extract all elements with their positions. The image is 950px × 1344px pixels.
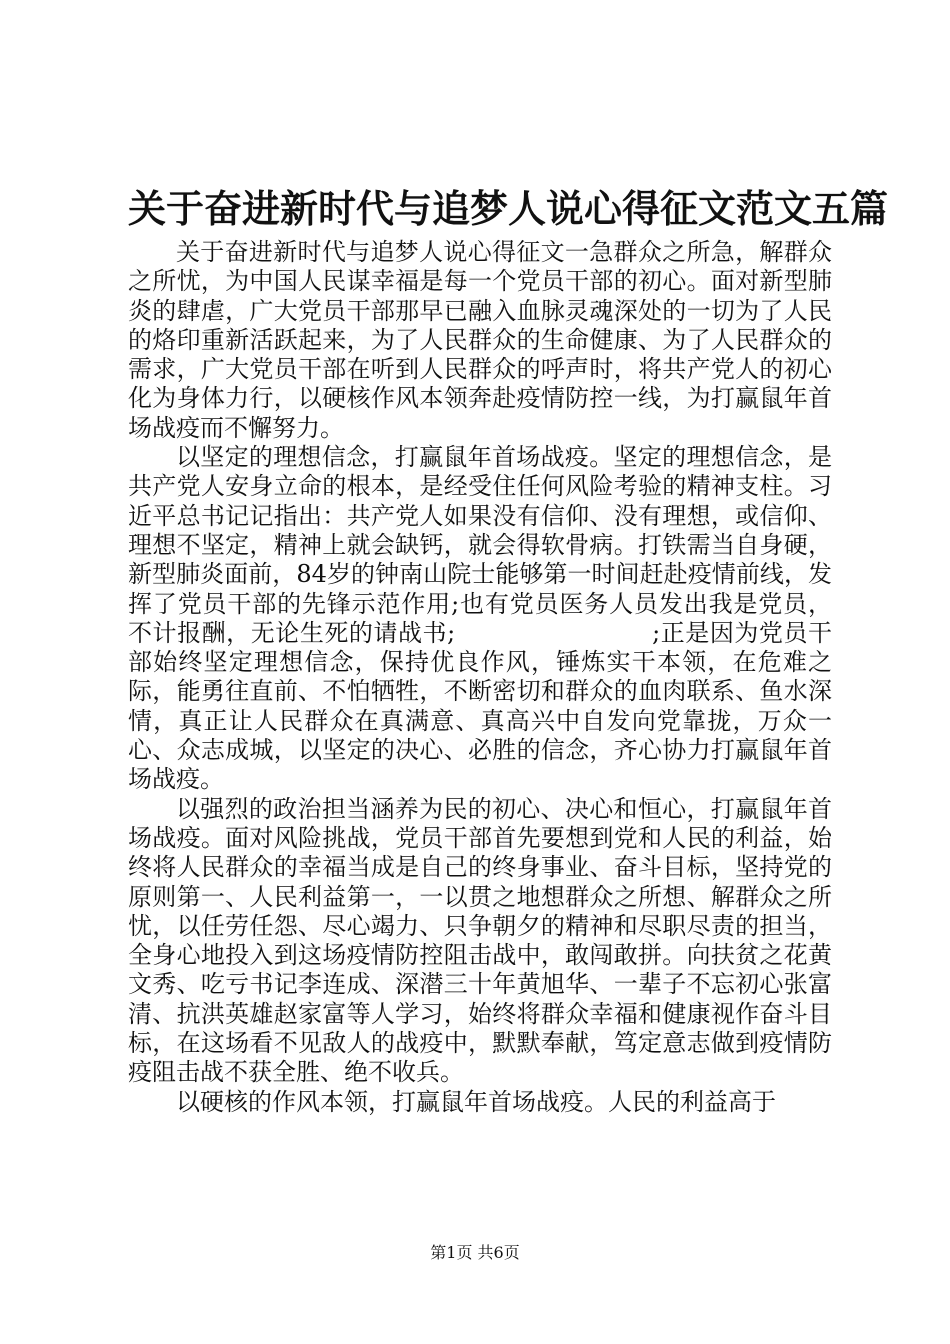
page-footer: 第1页 共6页	[430, 1243, 520, 1262]
paragraph-2: 以坚定的理想信念，打赢鼠年首场战疫。坚定的理想信念，是共产党人安身立命的根本，是经受住任何风险考验的精神支柱。习近平总书记记指出：共产党人如果没有信仰、没有理想，或信仰、理想不坚定，精神上就会缺钙，就会得软骨病。打铁需当自身硬，新型肺炎面前，84岁的钟南山院士能够第一时间赶赴疫情前线，发挥了党员干部的先锋示范作用;也有党员医务人员发出我是党员，不计报酬，无论生死的请战书; ;正是因为党员干部始终坚定理想信念，保持优良作风，锤炼实干本领，在危难之际，能勇往直前、不怕牺牲，不断密切和群众的血肉联系、鱼水深情，真正让人民群众在真满意、真高兴中自发向党靠拢，万众一心、众志成城，以坚定的决心、必胜的信念，齐心协力打赢鼠年首场战疫。	[128, 443, 832, 794]
paragraph-3: 以强烈的政治担当涵养为民的初心、决心和恒心，打赢鼠年首场战疫。面对风险挑战，党员干部首先要想到党和人民的利益，始终将人民群众的幸福当成是自己的终身事业、奋斗目标，坚持党的原则第一、人民利益第一，一以贯之地想群众之所想、解群众之所忧，以任劳任怨、尽心竭力、只争朝夕的精神和尽职尽责的担当，全身心地投入到这场疫情防控阻击战中，敢闯敢拼。向扶贫之花黄文秀、吃亏书记李连成、深潜三十年黄旭华、一辈子不忘初心张富清、抗洪英雄赵家富等人学习，始终将群众幸福和健康视作奋斗目标，在这场看不见敌人的战疫中，默默奉献，笃定意志做到疫情防疫阻击战不获全胜、绝不收兵。	[128, 794, 832, 1087]
document-body	[128, 238, 832, 1117]
document-title: 关于奋进新时代与追梦人说心得征文范文五篇	[128, 186, 889, 231]
paragraph-1: 关于奋进新时代与追梦人说心得征文一急群众之所急，解群众之所忧，为中国人民谋幸福是每一个党员干部的初心。面对新型肺炎的肆虐，广大党员干部那早已融入血脉灵魂深处的一切为了人民的烙印重新活跃起来，为了人民群众的生命健康、为了人民群众的需求，广大党员干部在听到人民群众的呼声时，将共产党人的初心化为身体力行，以硬核作风本领奔赴疫情防控一线，为打赢鼠年首场战疫而不懈努力。	[128, 238, 832, 442]
paragraph-4: 以硬核的作风本领，打赢鼠年首场战疫。人民的利益高于	[176, 1087, 776, 1116]
